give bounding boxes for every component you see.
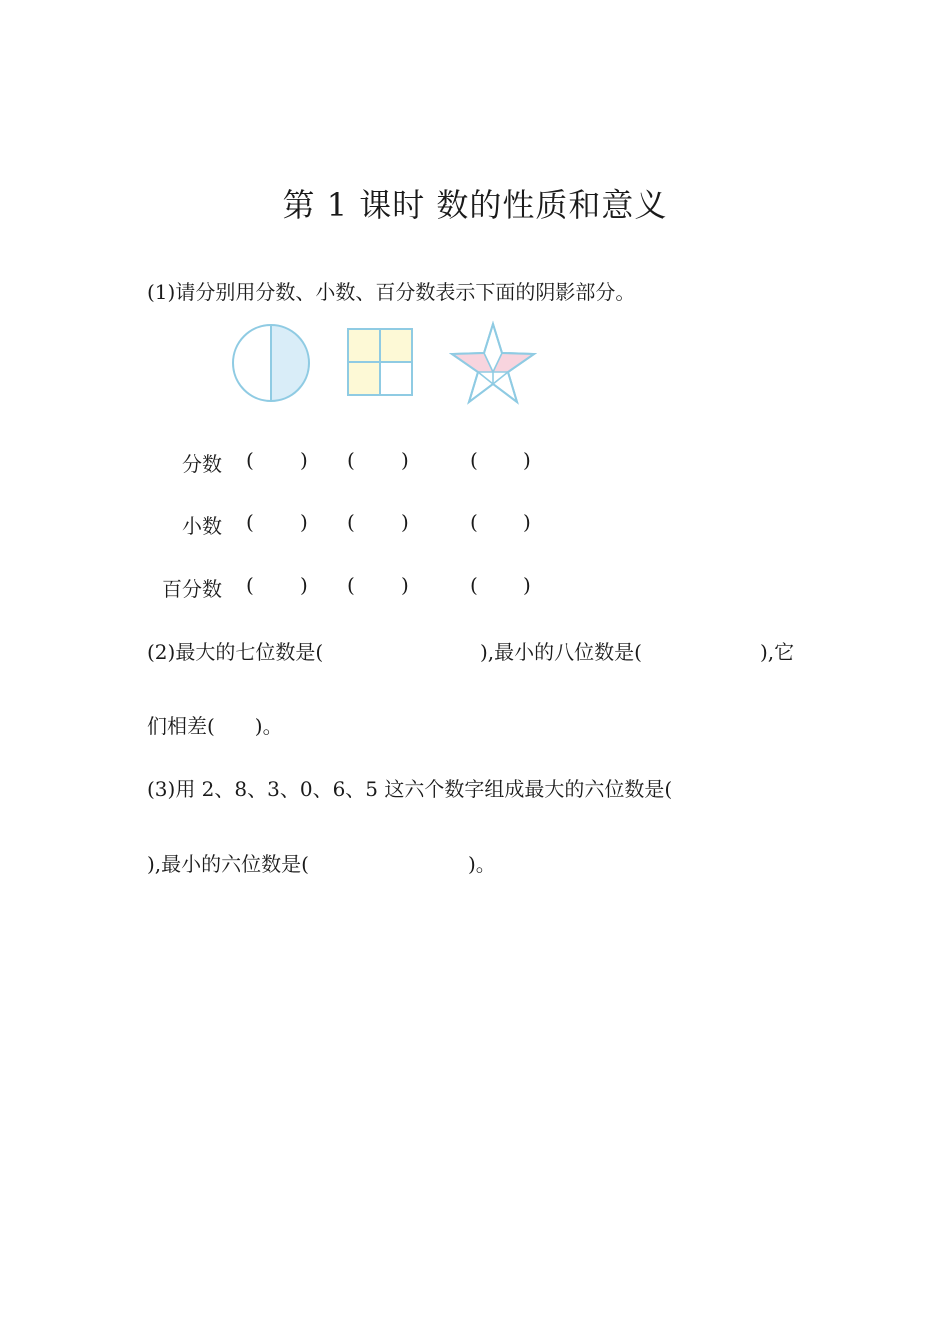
question-2-part1: (2)最大的七位数是( [147,640,324,664]
answer-paren-close: ) [523,448,531,472]
page-title: 第 1 课时 数的性质和意义 [282,186,668,224]
answer-paren-open: ( [347,573,355,597]
answer-paren-close: ) [401,510,409,534]
row-label-decimal: 小数 [182,514,222,538]
answer-paren-open: ( [246,510,254,534]
question-3-line1: (3)用 2、8、3、0、6、5 这六个数字组成最大的六位数是( [147,777,673,801]
star-figure [448,320,538,406]
answer-paren-close: ) [523,510,531,534]
answer-paren-close: ) [523,573,531,597]
answer-paren-close: ) [300,510,308,534]
question-3-line2a: ),最小的六位数是( [147,852,309,876]
row-label-fraction: 分数 [182,452,222,476]
answer-paren-close: ) [401,573,409,597]
question-3-line2b: )。 [468,852,496,876]
answer-paren-open: ( [347,448,355,472]
question-2-part3: ),它 [760,640,795,664]
circle-figure [228,320,314,406]
answer-paren-close: ) [300,448,308,472]
answer-paren-open: ( [470,573,478,597]
square-figure [345,326,417,400]
answer-paren-open: ( [347,510,355,534]
answer-paren-open: ( [246,573,254,597]
question-2-part2: ),最小的八位数是( [480,640,642,664]
answer-paren-open: ( [470,510,478,534]
question-1-text: (1)请分别用分数、小数、百分数表示下面的阴影部分。 [147,280,636,304]
answer-paren-close: ) [401,448,409,472]
answer-paren-open: ( [246,448,254,472]
answer-paren-open: ( [470,448,478,472]
row-label-percent: 百分数 [162,577,222,601]
answer-paren-close: ) [300,573,308,597]
question-2-line2: 们相差( )。 [147,714,283,738]
